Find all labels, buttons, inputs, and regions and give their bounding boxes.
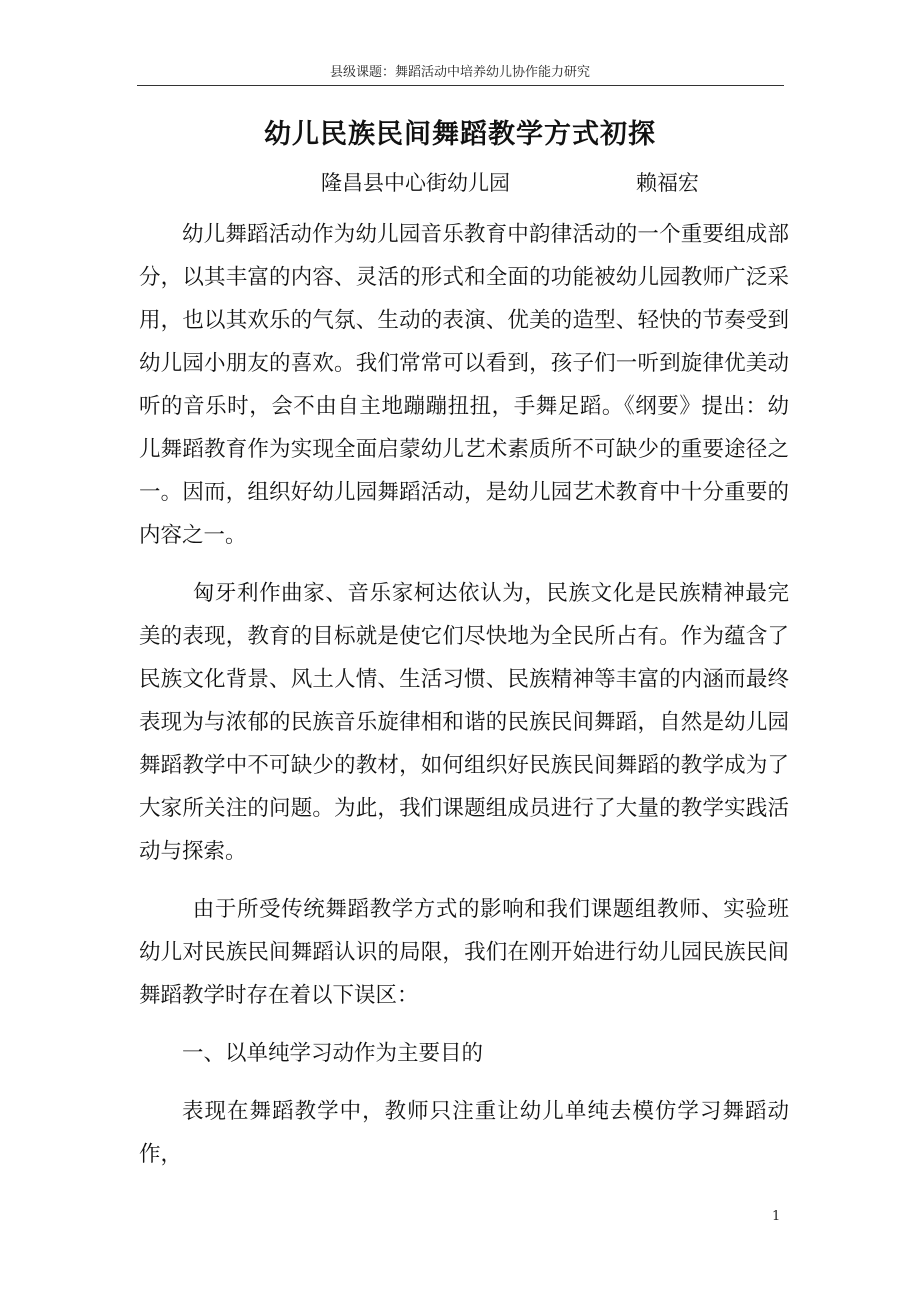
page-number: 1 (772, 1209, 781, 1224)
header-rule (137, 85, 784, 86)
paragraph-misconceptions: 由于所受传统舞蹈教学方式的影响和我们课题组教师、实验班幼儿对民族民间舞蹈认识的局限，我们在刚开始进行幼儿园民族民间舞蹈教学时存在着以下误区： (139, 897, 789, 1008)
paragraph-kodaly: 匈牙利作曲家、音乐家柯达依认为，民族文化是民族精神最完美的表现，教育的目标就是使它们尽快地为全民所占有。作为蕴含了民族文化背景、风土人情、生活习惯、民族精神等丰富的内涵而最终表现为与浓郁的民族音乐旋律相和谐的民族民间舞蹈，自然是幼儿园舞蹈教学中不可缺少的教材，如何组织好民族民间舞蹈的教学成为了大家所关注的问题。为此，我们课题组成员进行了大量的教学实践活动与探索。 (139, 581, 789, 864)
paragraph-intro: 幼儿舞蹈活动作为幼儿园音乐教育中韵律活动的一个重要组成部分，以其丰富的内容、灵活的形式和全面的功能被幼儿园教师广泛采用，也以其欢乐的气氛、生动的表演、优美的造型、轻快的节奏受到幼儿园小朋友的喜欢。我们常常可以看到，孩子们一听到旋律优美动听的音乐时，会不由自主地蹦蹦扭扭，手舞足蹈。《纲要》提出：幼儿舞蹈教育作为实现全面启蒙幼儿艺术素质所不可缺少的重要途径之一。因而，组织好幼儿园舞蹈活动，是幼儿园艺术教育中十分重要的内容之一。 (139, 222, 789, 548)
section-heading-1: 一、以单纯学习动作为主要目的 (182, 1041, 484, 1066)
author-affiliation: 隆昌县中心街幼儿园 (321, 171, 510, 195)
paragraph-section-1: 表现在舞蹈教学中，教师只注重让幼儿单纯去模仿学习舞蹈动作， (139, 1099, 789, 1167)
document-title: 幼儿民族民间舞蹈教学方式初探 (264, 119, 656, 150)
body-text (139, 213, 789, 1176)
author-name: 赖福宏 (636, 171, 699, 195)
running-header: 县级课题：舞蹈活动中培养幼儿协作能力研究 (329, 65, 590, 80)
